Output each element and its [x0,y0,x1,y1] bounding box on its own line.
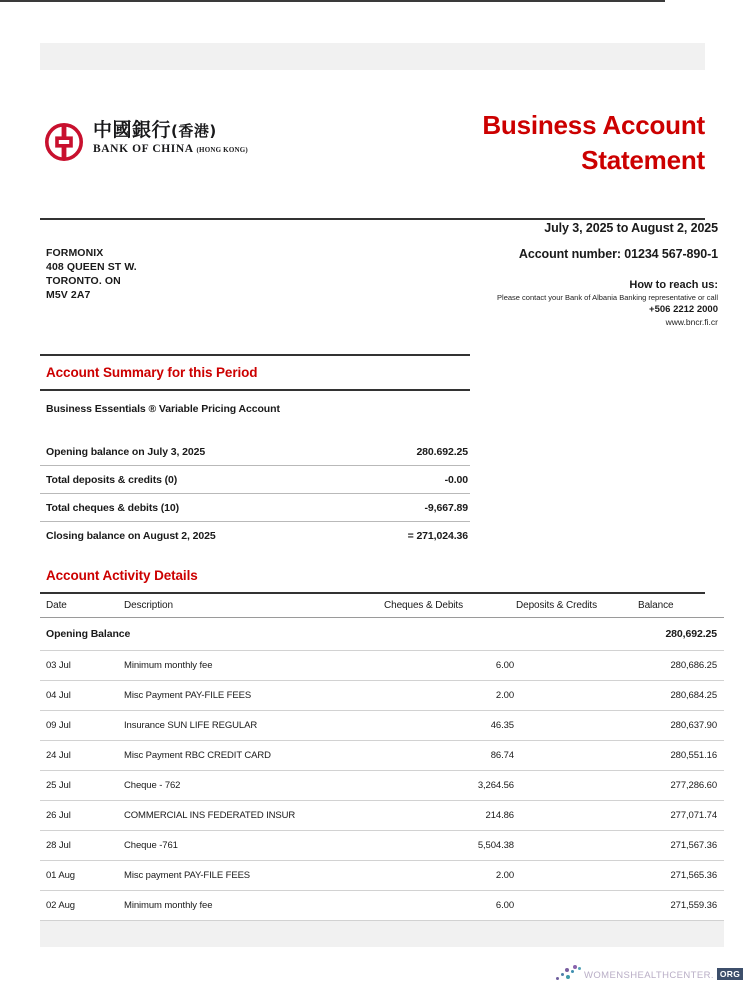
summary-row [40,494,470,522]
watermark-dots-icon [556,964,584,984]
row-credit [516,711,638,741]
opening-balance-label: Opening Balance [40,618,384,651]
row-description: Minimum monthly fee [122,651,384,681]
opening-balance-value: 280,692.25 [638,618,724,651]
summary-section-title: Account Summary for this Period [46,365,258,380]
contact-phone: +506 2212 2000 [649,304,718,315]
row-description: Minimum monthly fee [122,891,384,921]
row-balance: 271,567.36 [638,831,724,861]
row-description: Cheque - 762 [122,771,384,801]
row-credit [516,891,638,921]
row-balance: 277,071.74 [638,801,724,831]
customer-address-line1: 408 QUEEN ST W. [46,260,137,273]
summary-row-label: Total cheques & debits (10) [40,494,357,522]
table-row [40,741,724,771]
contact-website: www.bncr.fi.cr [665,317,718,327]
watermark-org-badge: ORG [717,968,743,980]
activity-section-title: Account Activity Details [46,568,198,583]
row-debit: 86.74 [384,741,516,771]
row-debit: 2.00 [384,861,516,891]
row-description: Misc payment PAY-FILE FEES [122,861,384,891]
table-row [40,861,724,891]
row-debit: 6.00 [384,891,516,921]
summary-row [40,466,470,494]
customer-name: FORMONIX [46,247,104,259]
table-header-row [40,594,724,618]
opening-balance-debit [384,618,516,651]
table-row [40,711,724,741]
row-balance: 271,559.36 [638,891,724,921]
contact-heading: How to reach us: [629,279,718,291]
row-credit [516,741,638,771]
row-description: Cheque -761 [122,831,384,861]
summary-row-value: = 271,024.36 [407,530,468,542]
statement-header [40,108,705,188]
row-date: 03 Jul [40,651,122,681]
summary-row-value: -9,667.89 [357,494,470,522]
row-credit [516,651,638,681]
summary-row-label: Closing balance on August 2, 2025 [46,530,216,542]
row-balance: 271,565.36 [638,861,724,891]
row-description: Misc Payment PAY-FILE FEES [122,681,384,711]
summary-row-label: Total deposits & credits (0) [40,466,357,494]
row-debit: 6.00 [384,651,516,681]
row-debit: 5,504.38 [384,831,516,861]
site-watermark [556,963,743,985]
row-debit: 3,264.56 [384,771,516,801]
summary-divider-bottom [40,389,470,391]
header-divider [40,218,705,220]
column-header-credits: Deposits & Credits [516,594,638,618]
column-header-debits: Cheques & Debits [384,594,516,618]
page-title [482,108,705,178]
row-description: COMMERCIAL INS FEDERATED INSUR [122,801,384,831]
row-date: 04 Jul [40,681,122,711]
row-credit [516,831,638,861]
row-debit: 214.86 [384,801,516,831]
bank-of-china-emblem-icon [44,122,84,162]
row-balance: 277,286.60 [638,771,724,801]
table-row [40,831,724,861]
row-balance: 280,551.16 [638,741,724,771]
bank-logo-text [93,120,248,155]
row-debit: 2.00 [384,681,516,711]
bank-name-chinese: 中國銀行(香港) [93,119,217,141]
table-row [40,681,724,711]
opening-balance-credit [516,618,638,651]
page-title-line1: Business Account [482,110,705,140]
row-balance: 280,684.25 [638,681,724,711]
row-balance: 280,686.25 [638,651,724,681]
row-description: Misc Payment RBC CREDIT CARD [122,741,384,771]
column-header-description: Description [122,594,384,618]
column-header-balance: Balance [638,594,724,618]
table-row [40,651,724,681]
row-credit [516,861,638,891]
row-credit [516,801,638,831]
customer-address-line2: TORONTO. ON [46,274,121,287]
row-credit [516,771,638,801]
watermark-text: WOMENSHEALTHCENTER. ORG [584,968,743,981]
row-date: 24 Jul [40,741,122,771]
bank-name-english: BANK OF CHINA (HONG KONG) [93,142,248,155]
row-date: 09 Jul [40,711,122,741]
statement-period: July 3, 2025 to August 2, 2025 [544,221,718,235]
top-gray-band [40,43,705,70]
customer-postal-code: M5V 2A7 [46,288,91,301]
row-date: 28 Jul [40,831,122,861]
row-debit: 46.35 [384,711,516,741]
bank-logo [44,118,248,162]
summary-row [40,438,470,466]
row-date: 01 Aug [40,861,122,891]
table-row [40,771,724,801]
row-date: 26 Jul [40,801,122,831]
opening-balance-row [40,618,724,651]
table-filler-row [40,921,724,948]
table-row [40,891,724,921]
account-type-label: Business Essentials ® Variable Pricing Account [46,403,280,415]
summary-row [40,522,470,550]
customer-address [46,247,137,302]
account-activity-table [40,594,724,947]
row-credit [516,681,638,711]
row-description: Insurance SUN LIFE REGULAR [122,711,384,741]
row-date: 25 Jul [40,771,122,801]
summary-row-value: -0.00 [357,466,470,494]
account-number: Account number: 01234 567-890-1 [518,247,718,261]
statement-meta [288,221,718,327]
page-title-line2: Statement [581,145,705,176]
table-filler-cell [40,921,724,948]
table-bottom-border [0,0,665,2]
column-header-date: Date [40,594,122,618]
table-row [40,801,724,831]
summary-row-label: Opening balance on July 3, 2025 [40,438,357,466]
contact-instructions: Please contact your Bank of Albania Banking representative or call [497,293,718,302]
row-balance: 280,637.90 [638,711,724,741]
summary-divider-top [40,354,470,356]
row-date: 02 Aug [40,891,122,921]
account-summary-table [40,438,470,549]
summary-row-value: 280.692.25 [357,438,470,466]
